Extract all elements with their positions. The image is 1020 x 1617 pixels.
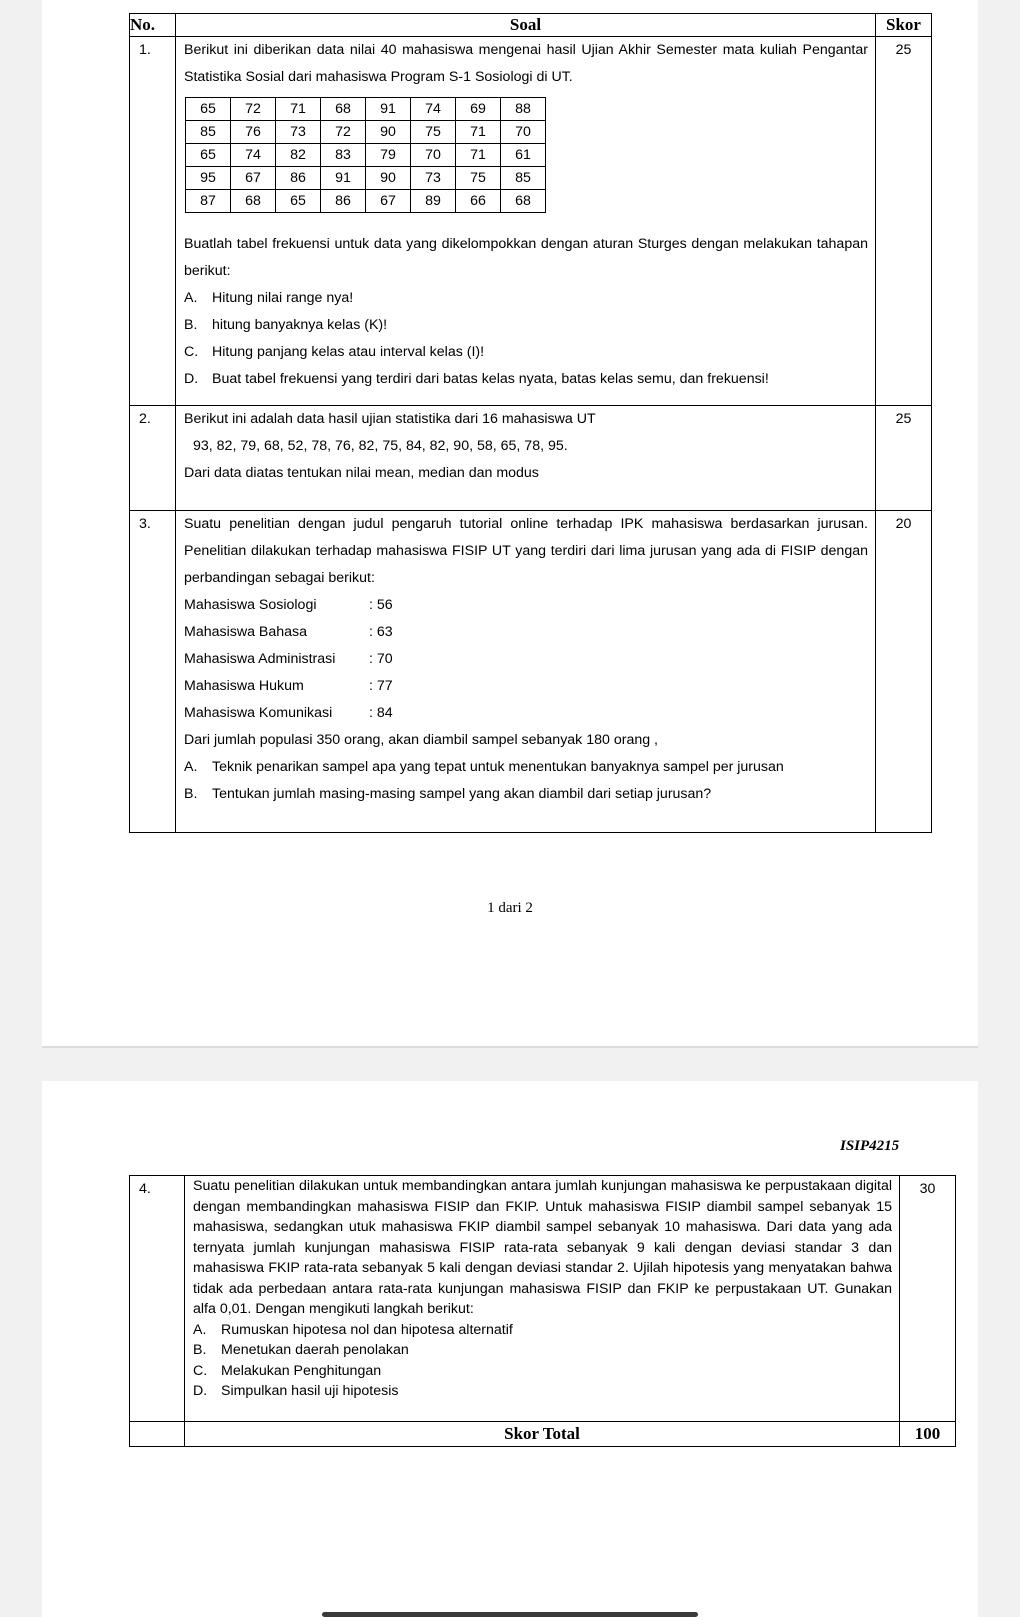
data-cell: 75 (456, 167, 501, 190)
data-cell: 85 (186, 121, 231, 144)
data-row (186, 190, 546, 213)
question-1-item-b (184, 312, 868, 339)
question-number: 4. (130, 1176, 185, 1422)
data-cell: 91 (366, 98, 411, 121)
group-name: Mahasiswa Sosiologi (184, 597, 317, 613)
data-cell: 72 (231, 98, 276, 121)
group-row (184, 619, 868, 646)
group-value: : 70 (369, 651, 393, 667)
data-cell: 82 (276, 144, 321, 167)
data-row (186, 167, 546, 190)
item-text: Hitung nilai range nya! (212, 290, 354, 306)
group-value: : 63 (369, 624, 393, 640)
group-value: : 56 (369, 597, 393, 613)
header-no: No. (130, 14, 176, 37)
data-cell: 70 (501, 121, 546, 144)
item-text: Buat tabel frekuensi yang terdiri dari batas kelas nyata, batas kelas semu, dan frekuensi! (212, 371, 769, 387)
data-cell: 73 (411, 167, 456, 190)
question-4-item-d (193, 1381, 892, 1421)
question-score: 30 (900, 1176, 956, 1422)
group-name: Mahasiswa Komunikasi (184, 705, 333, 721)
data-cell: 75 (411, 121, 456, 144)
question-number: 3. (130, 511, 176, 833)
group-row (184, 673, 868, 700)
question-score: 20 (876, 511, 932, 833)
data-cell: 72 (321, 121, 366, 144)
group-name: Mahasiswa Hukum (184, 678, 304, 694)
group-name: Mahasiswa Administrasi (184, 651, 336, 667)
question-1-content (176, 37, 876, 406)
item-label: C. (193, 1362, 208, 1379)
data-cell: 91 (321, 167, 366, 190)
data-cell: 83 (321, 144, 366, 167)
question-3-intro: Suatu penelitian dengan judul pengaruh tutorial online terhadap IPK mahasiswa berdasarkan jurusan. Penelitian dilakukan terhadap mahasiswa FISIP UT yang terdiri dari lima jurusan yang ada di FISIP dengan perbandingan sebagai berikut: (184, 516, 868, 586)
item-label: D. (193, 1383, 208, 1399)
total-empty-cell (130, 1421, 185, 1446)
data-cell: 65 (186, 98, 231, 121)
data-cell: 73 (276, 121, 321, 144)
item-label: A. (184, 290, 198, 306)
question-3-row (130, 511, 932, 833)
data-cell: 85 (501, 167, 546, 190)
question-score: 25 (876, 37, 932, 406)
item-text: Hitung panjang kelas atau interval kelas (I)! (212, 344, 485, 360)
question-number: 2. (130, 406, 176, 511)
question-1-data-table (185, 97, 546, 213)
item-text: Melakukan Penghitungan (221, 1362, 382, 1379)
total-row (130, 1421, 956, 1446)
question-4-item-c (193, 1361, 892, 1382)
item-text: Teknik penarikan sampel apa yang tepat untuk menentukan banyaknya sampel per jurusan (212, 759, 784, 775)
item-text: Simpulkan hasil uji hipotesis (221, 1383, 399, 1399)
question-4-intro: Suatu penelitian dilakukan untuk membandingkan antara jumlah kunjungan mahasiswa ke perpustakaan digital dengan membandingkan mahasiswa FISIP dan FKIP. Untuk mahasiswa FISIP diambil sampel sebanyak 15 mahasiswa, sedangkan utuk mahasiswa FKIP diambil sampel sebanyak 10 mahasiswa. Dari data yang ada ternyata jumlah kunjungan mahasiswa FISIP rata-rata sebanyak 9 kali dengan deviasi standar 3 dan mahasiswa FKIP rata-rata sebanyak 5 kali dengan deviasi standar 2. Ujilah hipotesis yang menyatakan bahwa tidak ada perbedaan antara rata-rata kunjungan mahasiswa FISIP dan FKIP ke perpustakaan UT. Gunakan alfa 0,01. Dengan mengikuti langkah berikut: (193, 1178, 892, 1317)
data-cell: 61 (501, 144, 546, 167)
question-score: 25 (876, 406, 932, 511)
item-text: Rumuskan hipotesa nol dan hipotesa alternatif (221, 1321, 513, 1338)
question-1-item-a (184, 285, 868, 312)
total-label: Skor Total (185, 1421, 900, 1446)
data-cell: 65 (186, 144, 231, 167)
data-cell: 90 (366, 167, 411, 190)
table-header-row (130, 14, 932, 37)
question-2-intro: Berikut ini adalah data hasil ujian statistika dari 16 mahasiswa UT (184, 411, 596, 427)
question-1-intro: Berikut ini diberikan data nilai 40 mahasiswa mengenai hasil Ujian Akhir Semester mata kuliah Pengantar Statistika Sosial dari mahasiswa Program S-1 Sosiologi di UT. (184, 42, 868, 85)
header-skor: Skor (876, 14, 932, 37)
item-label: D. (184, 371, 199, 387)
data-row (186, 144, 546, 167)
question-2-content (176, 406, 876, 511)
data-cell: 65 (276, 190, 321, 213)
question-4-item-a (193, 1320, 892, 1341)
scroll-indicator[interactable] (322, 1612, 698, 1617)
question-3-item-a (184, 754, 868, 781)
item-label: B. (184, 317, 198, 333)
group-value: : 84 (369, 705, 393, 721)
question-3-item-b (184, 781, 868, 832)
group-row (184, 646, 868, 673)
data-cell: 95 (186, 167, 231, 190)
data-row (186, 98, 546, 121)
question-2-question: Dari data diatas tentukan nilai mean, median dan modus (184, 465, 539, 481)
question-number: 1. (130, 37, 176, 406)
data-cell: 89 (411, 190, 456, 213)
group-row (184, 592, 868, 619)
item-label: B. (184, 786, 198, 802)
data-cell: 76 (231, 121, 276, 144)
header-soal: Soal (176, 14, 876, 37)
page-number-footer: 1 dari 2 (487, 900, 533, 916)
data-cell: 74 (411, 98, 456, 121)
question-4-row (130, 1176, 956, 1422)
data-cell: 66 (456, 190, 501, 213)
data-cell: 67 (366, 190, 411, 213)
total-value: 100 (900, 1421, 956, 1446)
data-cell: 86 (276, 167, 321, 190)
question-4-content (185, 1176, 900, 1422)
item-label: B. (193, 1342, 207, 1358)
group-row (184, 700, 868, 727)
question-3-content (176, 511, 876, 833)
item-label: A. (193, 1321, 207, 1338)
question-1-row (130, 37, 932, 406)
exam-table-page-1 (129, 13, 932, 833)
item-text: Menetukan daerah penolakan (221, 1342, 409, 1358)
question-2-row (130, 406, 932, 511)
exam-table-page-2 (129, 1175, 956, 1447)
data-cell: 90 (366, 121, 411, 144)
group-value: : 77 (369, 678, 393, 694)
item-text: Tentukan jumlah masing-masing sampel yang akan diambil dari setiap jurusan? (212, 786, 712, 802)
question-2-data: 93, 82, 79, 68, 52, 78, 76, 82, 75, 84, 82, 90, 58, 65, 78, 95. (193, 438, 568, 454)
question-1-instruction: Buatlah tabel frekuensi untuk data yang dikelompokkan dengan aturan Sturges dengan melakukan tahapan berikut: (184, 236, 868, 279)
data-cell: 67 (231, 167, 276, 190)
item-text: hitung banyaknya kelas (K)! (212, 317, 388, 333)
data-cell: 71 (276, 98, 321, 121)
data-row (186, 121, 546, 144)
data-cell: 68 (321, 98, 366, 121)
item-label: A. (184, 759, 198, 775)
group-name: Mahasiswa Bahasa (184, 624, 308, 640)
question-3-sample-text: Dari jumlah populasi 350 orang, akan diambil sampel sebanyak 180 orang , (184, 732, 658, 748)
data-cell: 88 (501, 98, 546, 121)
data-cell: 71 (456, 121, 501, 144)
data-cell: 69 (456, 98, 501, 121)
question-4-item-b (193, 1340, 892, 1361)
item-label: C. (184, 344, 199, 360)
data-cell: 68 (231, 190, 276, 213)
question-1-item-c (184, 339, 868, 366)
data-cell: 74 (231, 144, 276, 167)
question-1-item-d (184, 366, 868, 405)
data-cell: 68 (501, 190, 546, 213)
data-cell: 71 (456, 144, 501, 167)
data-cell: 86 (321, 190, 366, 213)
page-separator (42, 1046, 978, 1081)
course-code: ISIP4215 (840, 1138, 900, 1154)
data-cell: 70 (411, 144, 456, 167)
data-cell: 87 (186, 190, 231, 213)
data-cell: 79 (366, 144, 411, 167)
